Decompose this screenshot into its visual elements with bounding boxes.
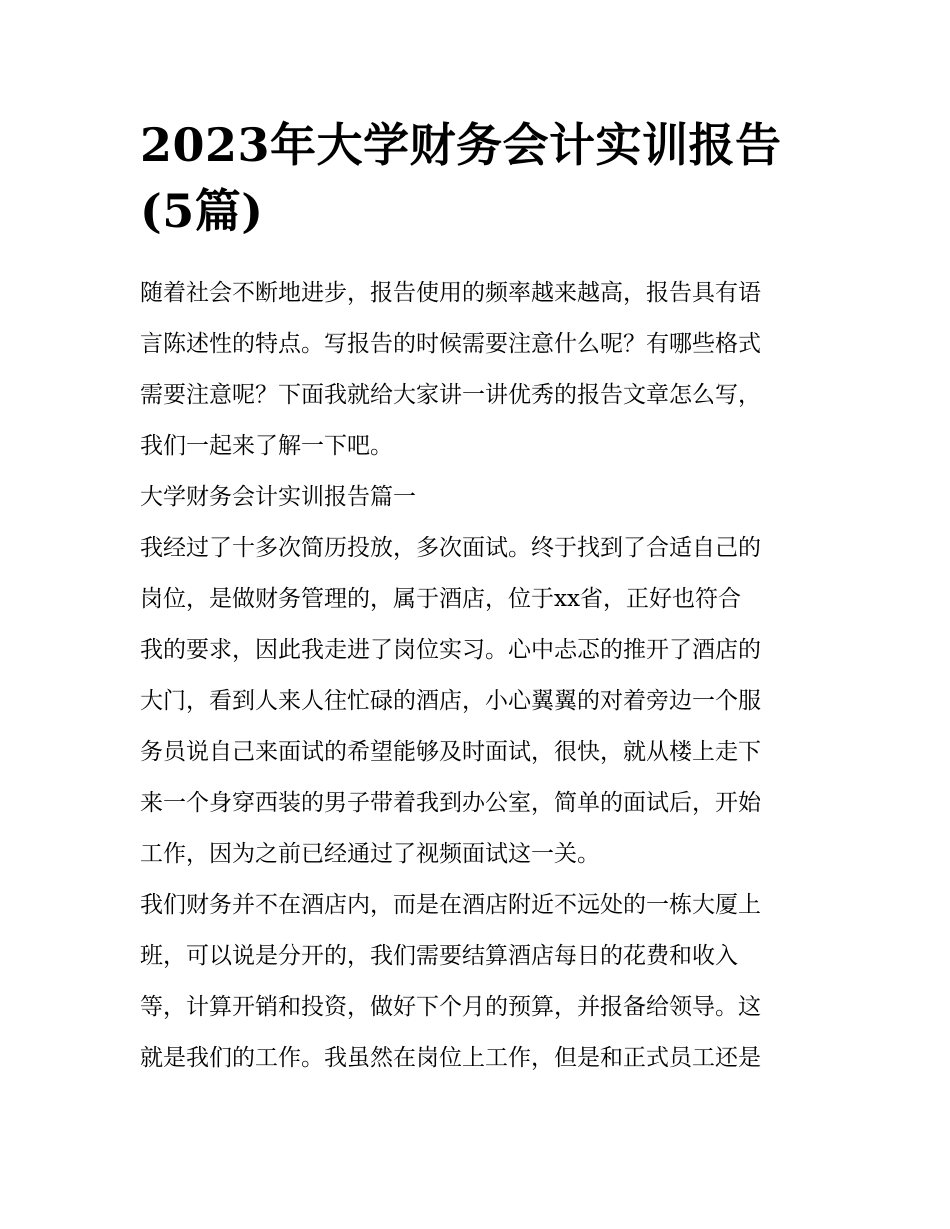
body-paragraph — [140, 880, 812, 1084]
intro-paragraph — [140, 268, 812, 472]
text-line: 我的要求，因此我走进了岗位实习。心中忐忑的推开了酒店的 — [140, 637, 761, 663]
text-line: 大学财务会计实训报告篇一 — [140, 484, 416, 510]
title-line: 2023年大学财务会计实训报告 — [140, 118, 782, 172]
text-line: 需要注意呢？下面我就给大家讲一讲优秀的报告文章怎么写， — [140, 382, 761, 408]
text-line: 务员说自己来面试的希望能够及时面试，很快，就从楼上走下 — [140, 739, 761, 765]
document-title — [140, 112, 812, 244]
text-line: 大门，看到人来人往忙碌的酒店，小心翼翼的对着旁边一个服 — [140, 688, 761, 714]
text-line: 就是我们的工作。我虽然在岗位上工作，但是和正式员工还是 — [140, 1045, 761, 1071]
text-line: 班，可以说是分开的，我们需要结算酒店每日的花费和收入 — [140, 943, 738, 969]
text-line: 岗位，是做财务管理的，属于酒店，位于xx省，正好也符合 — [140, 586, 741, 612]
text-line: 我经过了十多次简历投放，多次面试。终于找到了合适自己的 — [140, 535, 761, 561]
text-line: 我们财务并不在酒店内，而是在酒店附近不远处的一栋大厦上 — [140, 892, 761, 918]
text-line: 等，计算开销和投资，做好下个月的预算，并报备给领导。这 — [140, 994, 761, 1020]
section-heading — [140, 472, 812, 523]
text-line: 工作，因为之前已经通过了视频面试这一关。 — [140, 841, 600, 867]
text-line: 我们一起来了解一下吧。 — [140, 433, 393, 459]
document-body — [140, 268, 812, 1084]
body-paragraph — [140, 523, 812, 880]
text-line: 言陈述性的特点。写报告的时候需要注意什么呢？有哪些格式 — [140, 331, 761, 357]
document-page — [140, 112, 812, 1084]
text-line: 来一个身穿西装的男子带着我到办公室，简单的面试后，开始 — [140, 790, 761, 816]
title-line: (5篇) — [140, 184, 264, 238]
text-line: 随着社会不断地进步，报告使用的频率越来越高，报告具有语 — [140, 280, 761, 306]
